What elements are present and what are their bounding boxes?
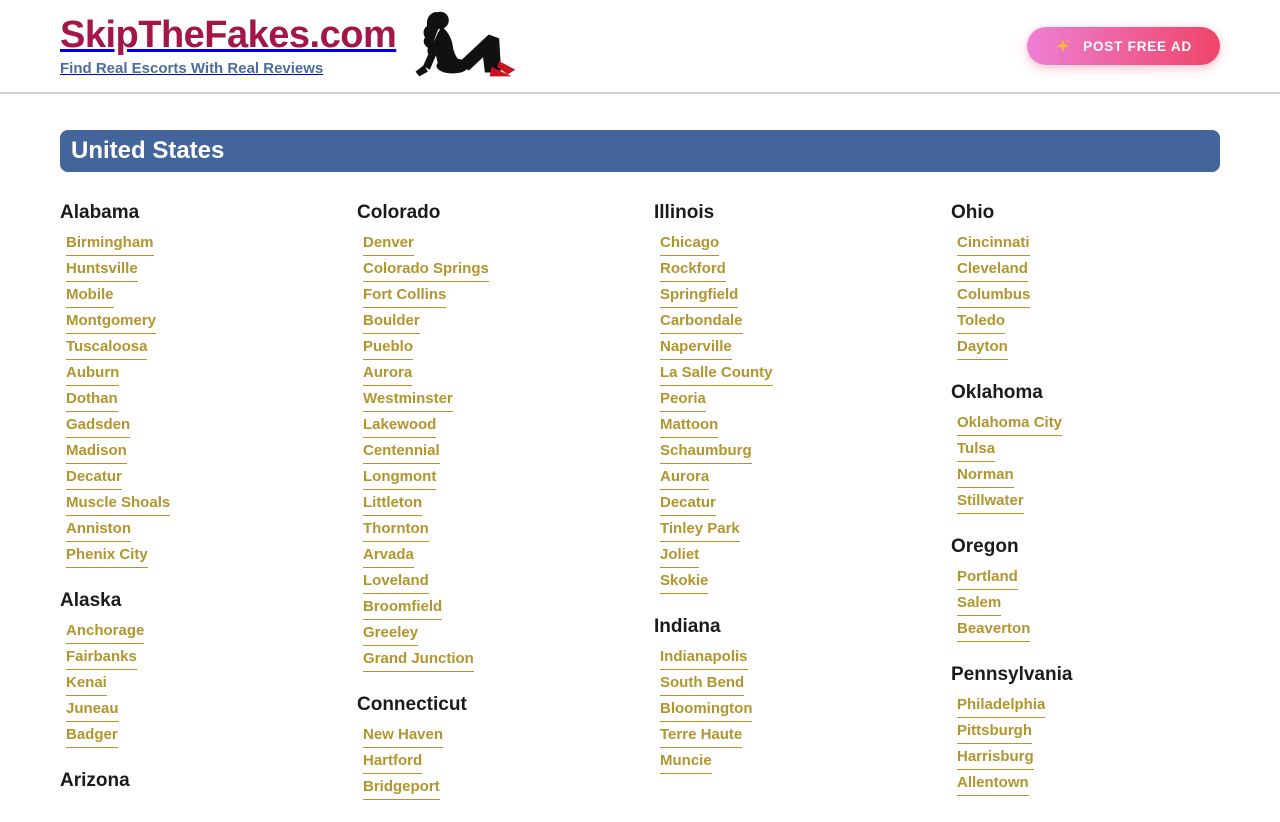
state-heading: Connecticut [357,694,467,715]
list-item [660,286,923,308]
list-item [363,468,626,490]
city-link[interactable]: Littleton [363,494,422,516]
city-link[interactable]: Decatur [660,494,716,516]
city-link[interactable]: Fairbanks [66,648,137,670]
list-item [957,696,1220,718]
list-item [363,390,626,412]
city-link[interactable]: Denver [363,234,414,256]
city-list [951,696,1220,796]
list-item [363,260,626,282]
list-item [957,440,1220,462]
list-item [363,416,626,438]
state-heading: Alabama [60,202,140,223]
list-item [66,338,329,360]
city-link[interactable]: Bloomington [660,700,752,722]
logo-text-block [60,15,396,77]
list-item [660,700,923,722]
directory-column [357,202,626,822]
city-list [654,234,923,594]
list-item [66,674,329,696]
state-heading: Alaska [60,590,122,611]
list-item [363,364,626,386]
city-link[interactable]: Loveland [363,572,429,594]
state-heading: Indiana [654,616,721,637]
city-link[interactable]: Philadelphia [957,696,1045,718]
list-item [957,312,1220,334]
site-header [0,0,1280,94]
city-link[interactable]: Naperville [660,338,732,360]
list-item [66,442,329,464]
city-link[interactable]: Centennial [363,442,440,464]
state-heading: Illinois [654,202,715,223]
state-group [357,202,626,672]
list-item [660,726,923,748]
list-item [957,748,1220,770]
state-group [951,382,1220,514]
city-link[interactable]: Terre Haute [660,726,742,748]
list-item [66,622,329,644]
list-item [660,338,923,360]
list-item [660,260,923,282]
city-link[interactable]: Pittsburgh [957,722,1032,744]
city-link[interactable]: Pueblo [363,338,413,360]
list-item [660,752,923,774]
city-link[interactable]: Peoria [660,390,706,412]
list-item [660,416,923,438]
list-item [660,648,923,670]
city-link[interactable]: Indianapolis [660,648,748,670]
city-link[interactable]: Boulder [363,312,420,334]
city-link[interactable]: Tinley Park [660,520,740,542]
city-list [357,234,626,672]
list-item [363,234,626,256]
city-link[interactable]: Cincinnati [957,234,1030,256]
list-item [363,624,626,646]
city-link[interactable]: Birmingham [66,234,154,256]
state-group [951,202,1220,360]
state-group [357,694,626,800]
city-link[interactable]: Stillwater [957,492,1024,514]
city-link[interactable]: South Bend [660,674,744,696]
list-item [957,286,1220,308]
list-item [66,468,329,490]
city-link[interactable]: Broomfield [363,598,442,620]
state-group [60,590,329,748]
state-group [951,664,1220,796]
list-item [66,312,329,334]
city-link[interactable]: Allentown [957,774,1029,796]
city-link[interactable]: Rockford [660,260,726,282]
city-link[interactable]: Skokie [660,572,708,594]
list-item [660,494,923,516]
city-link[interactable]: Colorado Springs [363,260,489,282]
list-item [363,572,626,594]
list-item [363,546,626,568]
city-link[interactable]: Mobile [66,286,114,308]
city-link[interactable]: Grand Junction [363,650,474,672]
city-link[interactable]: Schaumburg [660,442,752,464]
city-link[interactable]: Aurora [363,364,412,386]
city-link[interactable]: Anniston [66,520,131,542]
city-link[interactable]: Longmont [363,468,436,490]
city-link[interactable]: Greeley [363,624,418,646]
city-link[interactable]: Joliet [660,546,699,568]
state-group [654,202,923,594]
city-link[interactable]: Tulsa [957,440,995,462]
list-item [66,726,329,748]
state-group [60,202,329,568]
city-link[interactable]: Portland [957,568,1018,590]
list-item [363,286,626,308]
list-item [660,520,923,542]
city-link[interactable]: Westminster [363,390,453,412]
list-item [957,620,1220,642]
city-link[interactable]: Mattoon [660,416,718,438]
list-item [363,726,626,748]
list-item [957,774,1220,796]
list-item [66,364,329,386]
city-link[interactable]: La Salle County [660,364,773,386]
list-item [66,546,329,568]
city-link[interactable]: Tuscaloosa [66,338,147,360]
list-item [66,520,329,542]
post-free-ad-label: POST FREE AD [1083,38,1192,54]
city-link[interactable]: Dothan [66,390,118,412]
woman-silhouette-icon [410,7,518,88]
state-group [60,770,329,792]
state-heading: Arizona [60,770,130,791]
list-item [66,648,329,670]
state-group [654,616,923,774]
city-link[interactable]: Juneau [66,700,119,722]
list-item [66,416,329,438]
city-link[interactable]: Kenai [66,674,107,696]
city-link[interactable]: Harrisburg [957,748,1034,770]
sparkle-icon [1055,38,1071,54]
directory-column [60,202,329,814]
state-heading: Ohio [951,202,995,223]
list-item [660,468,923,490]
city-list [951,414,1220,514]
logo-title: SkipTheFakes.com [60,14,397,57]
list-item [66,390,329,412]
list-item [363,650,626,672]
list-item [363,442,626,464]
city-list [60,234,329,568]
list-item [66,234,329,256]
list-item [363,494,626,516]
city-link[interactable]: Oklahoma City [957,414,1062,436]
city-link[interactable]: Fort Collins [363,286,446,308]
list-item [660,674,923,696]
city-list [951,568,1220,642]
city-link[interactable]: Muncie [660,752,712,774]
state-heading: Pennsylvania [951,664,1073,685]
city-link[interactable]: Cleveland [957,260,1028,282]
list-item [363,312,626,334]
list-item [957,568,1220,590]
city-link[interactable]: Bridgeport [363,778,440,800]
city-link[interactable]: Lakewood [363,416,436,438]
state-group [951,536,1220,642]
list-item [957,338,1220,360]
state-heading: Oklahoma [951,382,1043,403]
city-link[interactable]: Norman [957,466,1014,488]
list-item [66,286,329,308]
logo-tagline: Find Real Escorts With Real Reviews [60,59,324,77]
list-item [66,494,329,516]
city-link[interactable]: Chicago [660,234,719,256]
list-item [957,722,1220,744]
city-link[interactable]: Muscle Shoals [66,494,170,516]
directory-column [654,202,923,796]
country-banner-title: United States [71,137,225,164]
list-item [957,260,1220,282]
city-link[interactable]: Madison [66,442,127,464]
list-item [660,364,923,386]
city-list [60,622,329,748]
city-list [654,648,923,774]
list-item [660,572,923,594]
state-directory [60,202,1220,822]
list-item [957,234,1220,256]
city-link[interactable]: Badger [66,726,118,748]
list-item [363,778,626,800]
list-item [957,466,1220,488]
state-heading: Oregon [951,536,1019,557]
city-link[interactable]: Carbondale [660,312,743,334]
city-link[interactable]: Anchorage [66,622,144,644]
list-item [660,234,923,256]
city-link[interactable]: Phenix City [66,546,148,568]
list-item [363,520,626,542]
state-heading: Colorado [357,202,441,223]
list-item [957,594,1220,616]
city-link[interactable]: Montgomery [66,312,156,334]
list-item [660,546,923,568]
city-link[interactable]: New Haven [363,726,443,748]
city-list [951,234,1220,360]
city-link[interactable]: Columbus [957,286,1030,308]
country-banner [60,130,1220,172]
post-free-ad-button[interactable] [1027,27,1220,65]
site-logo[interactable] [60,5,518,88]
city-link[interactable]: Auburn [66,364,119,386]
city-link[interactable]: Salem [957,594,1001,616]
list-item [660,390,923,412]
city-link[interactable]: Gadsden [66,416,130,438]
list-item [363,752,626,774]
list-item [66,260,329,282]
list-item [363,338,626,360]
city-link[interactable]: Aurora [660,468,709,490]
list-item [660,312,923,334]
main-content [0,130,1280,822]
city-list [357,726,626,800]
city-link[interactable]: Toledo [957,312,1005,334]
list-item [957,414,1220,436]
list-item [363,598,626,620]
city-link[interactable]: Beaverton [957,620,1030,642]
city-link[interactable]: Springfield [660,286,738,308]
directory-column [951,202,1220,818]
city-link[interactable]: Huntsville [66,260,138,282]
city-link[interactable]: Decatur [66,468,122,490]
city-link[interactable]: Hartford [363,752,422,774]
city-link[interactable]: Thornton [363,520,429,542]
list-item [957,492,1220,514]
list-item [660,442,923,464]
list-item [66,700,329,722]
city-link[interactable]: Dayton [957,338,1008,360]
city-link[interactable]: Arvada [363,546,414,568]
